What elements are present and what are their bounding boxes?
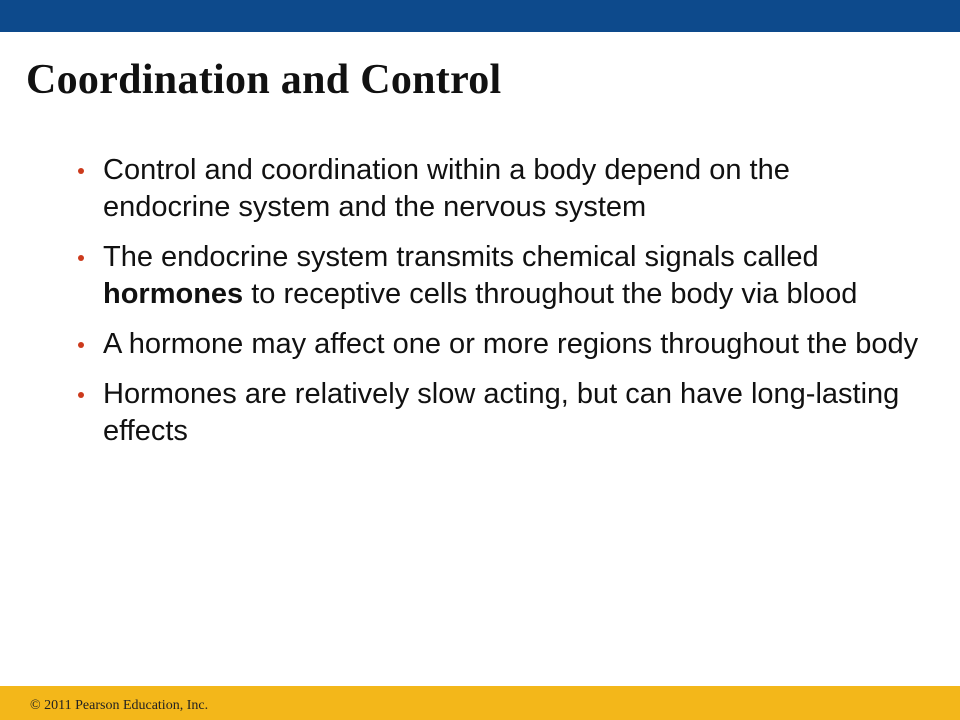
bullet-text-suffix: to receptive cells throughout the body via blood — [243, 278, 858, 310]
bullet-icon — [78, 392, 84, 398]
bullet-item — [62, 326, 922, 363]
bold-term-hormones: hormones — [103, 278, 244, 310]
bullet-item — [62, 152, 922, 226]
bullet-text: Control and coordination within a body depend on the endocrine system and the nervous system — [103, 154, 790, 223]
bullet-item — [62, 239, 922, 313]
copyright-text: © 2011 Pearson Education, Inc. — [30, 698, 209, 713]
bullet-icon — [78, 342, 84, 348]
header-bar — [0, 0, 960, 32]
bullet-list — [62, 152, 922, 463]
bullet-icon — [78, 168, 84, 174]
bullet-text: Hormones are relatively slow acting, but can have long-lasting effects — [103, 378, 900, 447]
bullet-icon — [78, 255, 84, 261]
footer-bar — [0, 686, 960, 720]
bullet-text: A hormone may affect one or more regions throughout the body — [103, 328, 919, 360]
bullet-item — [62, 376, 922, 450]
slide-title: Coordination and Control — [26, 57, 502, 103]
bullet-text-prefix: The endocrine system transmits chemical signals called — [103, 241, 819, 273]
